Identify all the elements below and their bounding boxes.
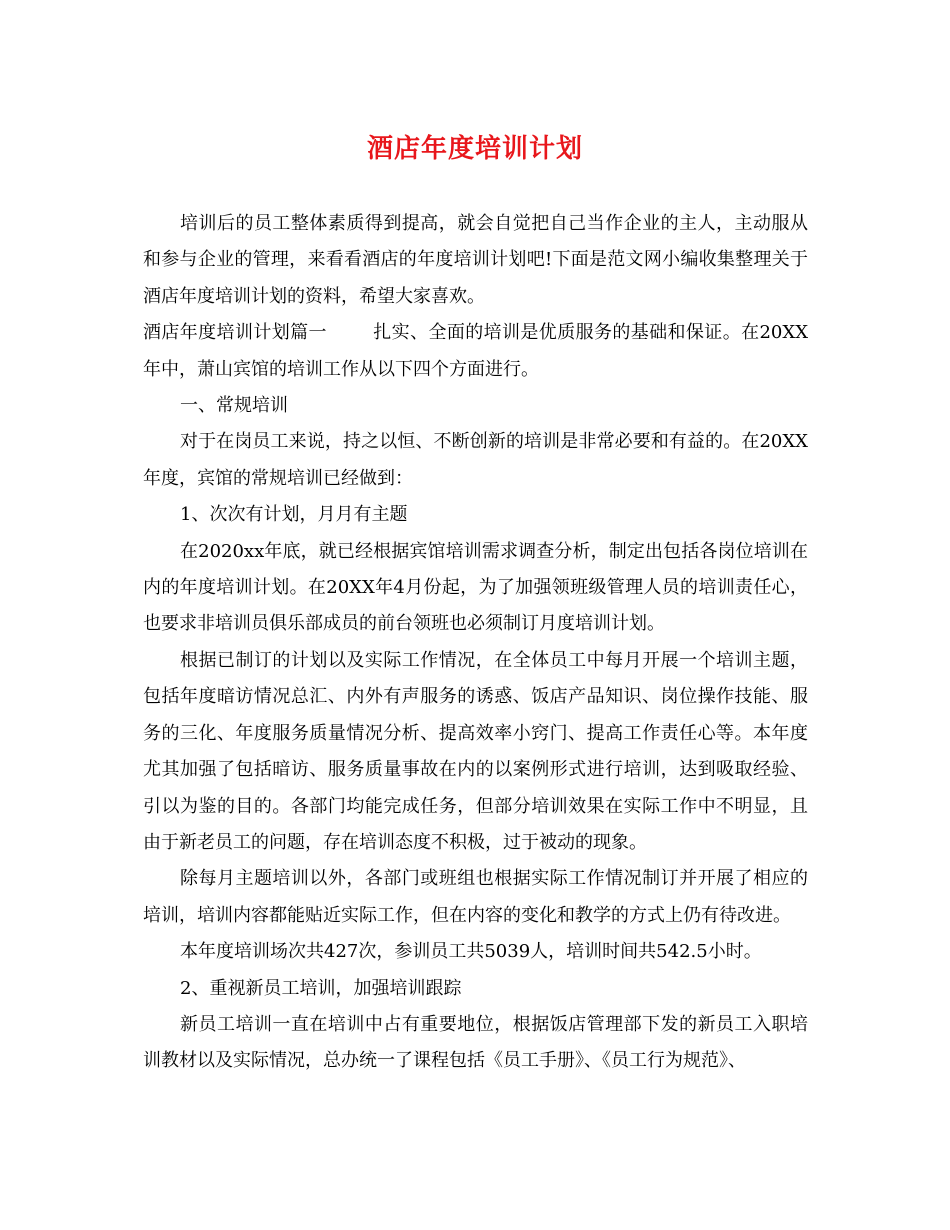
paragraph-section-one xyxy=(143,315,808,388)
paragraph-plan-detail: 在2020xx年底，就已经根据宾馆培训需求调查分析，制定出包括各岗位培训在内的年度培训计划。在20XX年4月份起，为了加强领班级管理人员的培训责任心，也要求非培训员俱乐部成员的前台领班也必须制订月度培训计划。 xyxy=(143,540,808,635)
document-body xyxy=(143,206,808,1080)
paragraph-heading-regular-training: 一、常规培训 xyxy=(180,395,288,417)
document-title: 酒店年度培训计划 xyxy=(366,134,583,164)
paragraph-intro: 培训后的员工整体素质得到提高，就会自觉把自己当作企业的主人，主动服从和参与企业的管理，来看看酒店的年度培训计划吧!下面是范文网小编收集整理关于酒店年度培训计划的资料，希望大家喜欢。 xyxy=(143,213,808,307)
paragraph-statistics: 本年度培训场次共427次，参训员工共5039人，培训时间共542.5小时。 xyxy=(180,941,762,963)
paragraph-department-training: 除每月主题培训以外，各部门或班组也根据实际工作情况制订并开展了相应的培训，培训内容都能贴近实际工作，但在内容的变化和教学的方式上仍有待改进。 xyxy=(143,868,808,926)
paragraph-subheading-plan: 1、次次有计划，月月有主题 xyxy=(180,504,408,526)
paragraph-subheading-new-staff: 2、重视新员工培训，加强培训跟踪 xyxy=(180,977,462,999)
paragraph-regular-training: 对于在岗员工来说，持之以恒、不断创新的培训是非常必要和有益的。在20XX年度，宾馆的常规培训已经做到： xyxy=(143,431,808,489)
paragraph-new-staff: 新员工培训一直在培训中占有重要地位，根据饭店管理部下发的新员工入职培训教材以及实际情况，总办统一了课程包括《员工手册》、《员工行为规范》、 xyxy=(143,1013,808,1072)
section-heading: 酒店年度培训计划篇一 xyxy=(143,322,327,344)
section-body: 扎实、全面的培训是优质服务的基础和保证。在20XX年中，萧山宾馆的培训工作从以下四个方面进行。 xyxy=(143,322,809,380)
paragraph-monthly-topics: 根据已制订的计划以及实际工作情况，在全体员工中每月开展一个培训主题，包括年度暗访情况总汇、内外有声服务的诱惑、饭店产品知识、岗位操作技能、服务的三化、年度服务质量情况分析、提高效率小窍门、提高工作责任心等。本年度尤其加强了包括暗访、服务质量事故在内的以案例形式进行培训，达到吸取经验、引以为鉴的目的。各部门均能完成任务，但部分培训效果在实际工作中不明显，且由于新老员工的问题，存在培训态度不积极，过于被动的现象。 xyxy=(143,649,808,853)
